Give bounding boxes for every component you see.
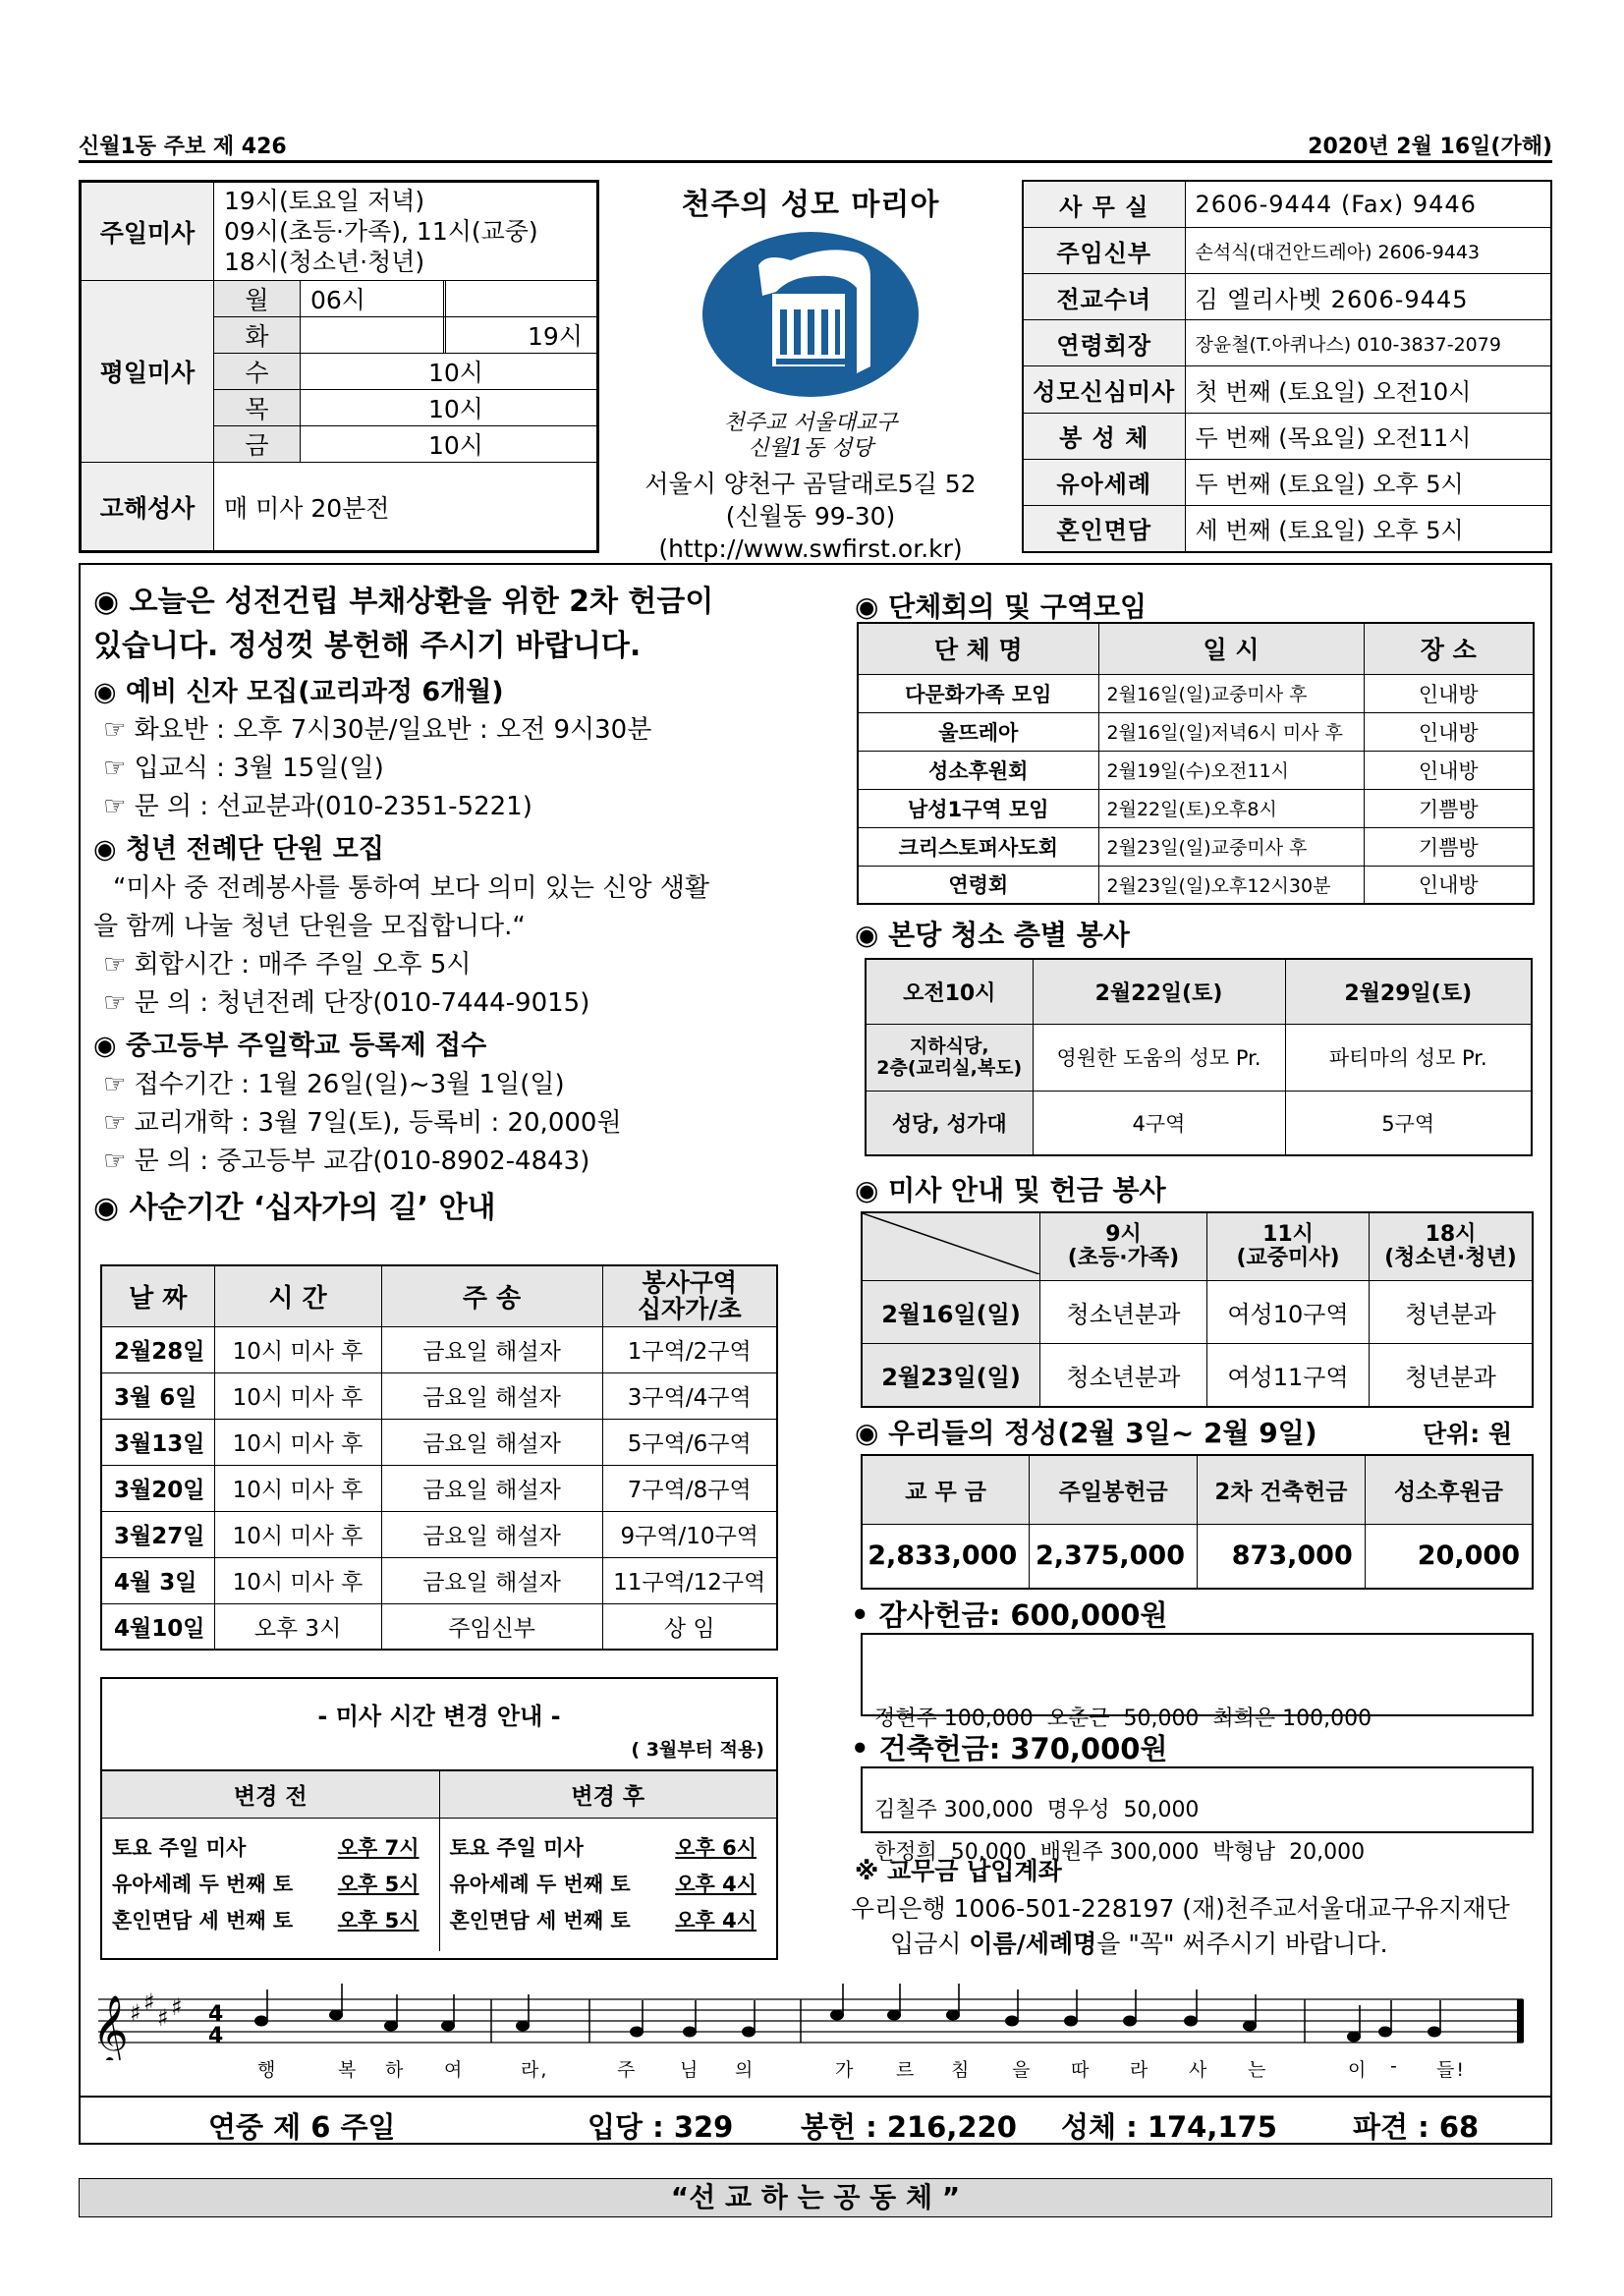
quote-line: “미사 중 전례봉사를 통하여 보다 의미 있는 신앙 생활 bbox=[113, 873, 710, 903]
table-row bbox=[101, 1603, 777, 1650]
bulletin-header bbox=[79, 126, 1552, 163]
lyric-syllable: 라, bbox=[521, 2059, 549, 2081]
detail-line: ☞ 문 의 : 청년전례 단장(010-7444-9015) bbox=[103, 988, 590, 1018]
office-row bbox=[1023, 413, 1551, 459]
table-cell: 금요일 해설자 bbox=[381, 1419, 602, 1465]
confession-label: 고해성사 bbox=[82, 463, 214, 551]
confession-value: 매 미사 20분전 bbox=[214, 463, 597, 551]
table-row bbox=[858, 789, 1534, 827]
detail-line: ☞ 회합시간 : 매주 주일 오후 5시 bbox=[103, 950, 472, 980]
detail-line: ☞ 문 의 : 선교분과(010-2351-5221) bbox=[103, 792, 532, 821]
note-head bbox=[887, 2010, 901, 2021]
table-cell: 남성1구역 모임 bbox=[858, 789, 1098, 827]
table-row bbox=[101, 1557, 777, 1603]
table-cell: 연령회 bbox=[858, 866, 1098, 904]
communion-hymn: 성체 : 174,175 bbox=[1061, 2110, 1277, 2144]
lyric-syllable: 이 bbox=[1348, 2059, 1369, 2081]
col-header bbox=[1207, 1212, 1370, 1281]
change-title: - 미사 시간 변경 안내 - bbox=[317, 1703, 561, 1730]
col-header-line: (초등·가족) bbox=[1067, 1246, 1180, 1270]
parish-motto: “선 교 하 는 공 동 체 ” bbox=[79, 2178, 1552, 2217]
table-cell: 2월16일(일)저녁6시 미사 후 bbox=[1098, 712, 1364, 751]
weekday-day: 화 bbox=[214, 317, 301, 354]
logo-caption-line: 천주교 서울대교구 bbox=[723, 411, 898, 435]
col-header bbox=[1040, 1212, 1207, 1281]
offer-header: 성소후원금 bbox=[1365, 1455, 1533, 1524]
sunday-school-title: ◉ 중고등부 주일학교 등록제 접수 bbox=[93, 1031, 487, 1061]
clean-header: 2월29일(토) bbox=[1285, 959, 1532, 1024]
table-cell: 2월28일 bbox=[101, 1326, 214, 1372]
change-before-header: 변경 전 bbox=[102, 1770, 439, 1818]
change-row bbox=[112, 1830, 429, 1867]
table-cell: 3월13일 bbox=[101, 1419, 214, 1465]
sunday-mass-label: 주일미사 bbox=[82, 183, 214, 281]
note-head bbox=[1064, 2016, 1078, 2027]
table-cell: 5구역/6구역 bbox=[602, 1419, 777, 1465]
table-cell: 4월 3일 bbox=[101, 1557, 214, 1603]
way-of-cross-title: ◉ 사순기간 ‘십자가의 길’ 안내 bbox=[93, 1191, 496, 1225]
serve-date: 2월16일(일) bbox=[862, 1281, 1040, 1344]
dismissal-hymn: 파견 : 68 bbox=[1353, 2110, 1480, 2144]
change-row bbox=[112, 1903, 429, 1939]
table-cell: 금요일 해설자 bbox=[381, 1326, 602, 1372]
serve-group: 여성11구역 bbox=[1207, 1344, 1370, 1407]
weekday-time: 10시 bbox=[301, 354, 597, 390]
col-header-line: 십자가/초 bbox=[637, 1295, 742, 1324]
office-value: 두 번째 (목요일) 오전11시 bbox=[1185, 413, 1551, 459]
note-head bbox=[1243, 2021, 1257, 2032]
office-key: 사 무 실 bbox=[1023, 181, 1185, 228]
change-note: ( 3월부터 적용) bbox=[631, 1739, 764, 1761]
account-title: ※ 교무금 납입계좌 bbox=[855, 1857, 1062, 1885]
change-before-list bbox=[102, 1818, 439, 1951]
way-of-cross-table bbox=[100, 1264, 778, 1651]
table-cell: 금요일 해설자 bbox=[381, 1511, 602, 1557]
mass-service-title: ◉ 미사 안내 및 헌금 봉사 bbox=[855, 1174, 1166, 1206]
offer-value: 873,000 bbox=[1198, 1524, 1366, 1589]
lyric-syllable: 들! bbox=[1436, 2059, 1466, 2081]
table-cell: 2월16일(일)교중미사 후 bbox=[1098, 674, 1364, 712]
hymn-lyrics bbox=[79, 2055, 1552, 2085]
parish-address bbox=[609, 468, 1012, 565]
sharp-icon: ♯ bbox=[157, 2004, 169, 2032]
address-line: 서울시 양천구 곰달래로5길 52 bbox=[644, 470, 977, 498]
serve-group: 청년분과 bbox=[1370, 1344, 1534, 1407]
note-head bbox=[1123, 2016, 1137, 2027]
note-head bbox=[1184, 2016, 1198, 2027]
final-bar bbox=[1517, 1999, 1524, 2043]
table-cell: 11구역/12구역 bbox=[602, 1557, 777, 1603]
table-cell: 9구역/10구역 bbox=[602, 1511, 777, 1557]
change-time: 오후 5시 bbox=[337, 1908, 420, 1932]
table-row bbox=[858, 674, 1534, 712]
bulletin-issue: 신월1동 주보 제 426 bbox=[79, 135, 287, 159]
offering-title: ◉ 우리들의 정성(2월 3일~ 2월 9일) bbox=[855, 1417, 1317, 1449]
office-value: 장윤철(T.아퀴나스) 010-3837-2079 bbox=[1185, 320, 1551, 366]
address-line: (신월동 99-30) bbox=[725, 502, 896, 531]
weekday-time: 10시 bbox=[301, 426, 597, 463]
logo-caption-line: 신월1동 성당 bbox=[748, 436, 873, 461]
note-head bbox=[630, 2027, 644, 2038]
table-cell: 1구역/2구역 bbox=[602, 1326, 777, 1372]
donor-line: 한정희 50,000 배원주 300,000 박형남 20,000 bbox=[874, 1840, 1366, 1865]
weekday-time: 10시 bbox=[301, 390, 597, 426]
table-cell: 3월 6일 bbox=[101, 1372, 214, 1419]
mass-schedule-table bbox=[81, 182, 597, 551]
change-time: 오후 5시 bbox=[337, 1872, 420, 1896]
table-cell: 상 임 bbox=[602, 1603, 777, 1650]
meeting-title: ◉ 단체회의 및 구역모임 bbox=[855, 590, 1148, 623]
col-header: 일 시 bbox=[1098, 623, 1364, 674]
weekday-day: 수 bbox=[214, 354, 301, 390]
sharp-icon: ♯ bbox=[130, 1999, 141, 2027]
offertory-hymn: 봉헌 : 216,220 bbox=[801, 2110, 1017, 2144]
serve-group: 청소년분과 bbox=[1040, 1344, 1207, 1407]
note-head bbox=[830, 2010, 844, 2021]
office-value: 두 번째 (토요일) 오후 5시 bbox=[1185, 459, 1551, 505]
col-header-line: 18시 bbox=[1425, 1222, 1477, 1247]
table-cell: 3월20일 bbox=[101, 1465, 214, 1511]
detail-line: ☞ 화요반 : 오후 7시30분/일요반 : 오전 9시30분 bbox=[103, 715, 652, 745]
office-row bbox=[1023, 320, 1551, 366]
change-after-list bbox=[439, 1818, 776, 1951]
serve-group: 청년분과 bbox=[1370, 1281, 1534, 1344]
col-header-line: (청소년·청년) bbox=[1384, 1246, 1517, 1270]
clean-area: 성당, 성가대 bbox=[866, 1091, 1033, 1155]
mass-stats bbox=[79, 2096, 1552, 2145]
catechumen-title: ◉ 예비 신자 모집(교리과정 6개월) bbox=[93, 677, 504, 707]
serve-group: 청소년분과 bbox=[1040, 1281, 1207, 1344]
change-row bbox=[450, 1867, 767, 1903]
change-time: 오후 7시 bbox=[337, 1835, 420, 1860]
change-item: 토요 주일 미사 bbox=[112, 1835, 247, 1860]
account-line: 우리은행 1006-501-228197 (재)천주교서울대교구유지재단 bbox=[851, 1894, 1510, 1923]
change-time: 오후 4시 bbox=[675, 1872, 756, 1896]
mass-schedule bbox=[79, 180, 599, 553]
parish-logo-icon bbox=[698, 231, 924, 413]
liturgical-sunday: 연중 제 6 주일 bbox=[208, 2110, 396, 2144]
clean-header: 2월22일(토) bbox=[1033, 959, 1285, 1024]
office-row bbox=[1023, 459, 1551, 505]
account-text: 을 "꼭" 써주시기 바랍니다. bbox=[1096, 1930, 1388, 1958]
table-cell: 7구역/8구역 bbox=[602, 1465, 777, 1511]
office-value: 세 번째 (토요일) 오후 5시 bbox=[1185, 505, 1551, 552]
lyric-syllable: 주 bbox=[617, 2059, 638, 2081]
table-cell: 10시 미사 후 bbox=[214, 1326, 381, 1372]
sunday-school-details bbox=[93, 1066, 801, 1181]
weekday-mass-label: 평일미사 bbox=[82, 281, 214, 463]
table-row bbox=[101, 1372, 777, 1419]
note-head bbox=[683, 2027, 697, 2038]
donor-line: 정현주 100,000 오춘근 50,000 최희은 100,000 bbox=[874, 1707, 1372, 1731]
note-head bbox=[384, 2021, 398, 2032]
offer-header: 2차 건축헌금 bbox=[1198, 1455, 1366, 1524]
lyric-syllable: 사 bbox=[1189, 2059, 1209, 2081]
office-row bbox=[1023, 228, 1551, 274]
mass-service-table bbox=[861, 1211, 1534, 1408]
table-cell: 2월19일(수)오전11시 bbox=[1098, 751, 1364, 789]
account-text-bold: 이름/세례명 bbox=[969, 1930, 1097, 1958]
table-cell: 주임신부 bbox=[381, 1603, 602, 1650]
website-link[interactable]: (http://www.swfirst.or.kr) bbox=[658, 534, 963, 563]
clean-group: 5구역 bbox=[1285, 1091, 1532, 1155]
building-offering-box bbox=[861, 1766, 1534, 1865]
weekday-time bbox=[445, 281, 596, 317]
lyric-syllable: 복 bbox=[338, 2059, 359, 2081]
note-head bbox=[742, 2027, 756, 2038]
table-cell: 금요일 해설자 bbox=[381, 1557, 602, 1603]
quote-line: 을 함께 나눌 청년 단원을 모집합니다.“ bbox=[93, 912, 526, 941]
note-head bbox=[254, 2016, 268, 2027]
treble-clef-icon: 𝄞 bbox=[92, 1993, 129, 2060]
note-head bbox=[516, 2021, 530, 2032]
table-cell: 인내방 bbox=[1364, 866, 1534, 904]
office-key: 유아세례 bbox=[1023, 459, 1185, 505]
thanks-offering-title: • 감사헌금: 600,000원 bbox=[851, 1598, 1168, 1632]
sharp-icon: ♯ bbox=[171, 1993, 183, 2021]
change-row bbox=[450, 1830, 767, 1867]
lyric-syllable: 따 bbox=[1071, 2059, 1092, 2081]
table-cell: 금요일 해설자 bbox=[381, 1372, 602, 1419]
col-header-line: 9시 bbox=[1105, 1222, 1142, 1247]
col-header: 시 간 bbox=[214, 1265, 381, 1326]
lyric-syllable: - bbox=[1390, 2055, 1399, 2077]
lyric-syllable: 여 bbox=[444, 2059, 465, 2081]
clean-group: 4구역 bbox=[1033, 1091, 1285, 1155]
table-row bbox=[101, 1419, 777, 1465]
detail-line: ☞ 교리개학 : 3월 7일(토), 등록비 : 20,000원 bbox=[103, 1108, 622, 1138]
note-head bbox=[946, 2010, 960, 2021]
col-header: 주 송 bbox=[381, 1265, 602, 1326]
offering-table bbox=[861, 1454, 1534, 1590]
table-cell: 2월23일(일)오후12시30분 bbox=[1098, 866, 1364, 904]
weekday-day: 금 bbox=[214, 426, 301, 463]
lyric-syllable: 행 bbox=[257, 2059, 278, 2081]
detail-line: ☞ 입교식 : 3월 15일(일) bbox=[103, 754, 384, 783]
youth-liturgy-details bbox=[93, 869, 801, 1023]
table-cell: 10시 미사 후 bbox=[214, 1372, 381, 1419]
office-key: 봉 성 체 bbox=[1023, 413, 1185, 459]
table-cell: 3구역/4구역 bbox=[602, 1372, 777, 1419]
col-header-line: 11시 bbox=[1262, 1222, 1314, 1247]
col-header-line: 봉사구역 bbox=[642, 1268, 738, 1298]
weekday-time: 19시 bbox=[445, 317, 596, 354]
notice-line: 있습니다. 정성껏 봉헌해 주시기 바랍니다. bbox=[93, 629, 642, 663]
table-row bbox=[858, 866, 1534, 904]
weekday-day: 월 bbox=[214, 281, 301, 317]
table-cell: 인내방 bbox=[1364, 674, 1534, 712]
change-item: 유아세례 두 번째 토 bbox=[112, 1872, 294, 1896]
lyric-syllable: 하 bbox=[385, 2059, 406, 2081]
note-head bbox=[1005, 2016, 1019, 2027]
music-staff-icon bbox=[79, 1972, 1552, 2060]
table-cell: 크리스토퍼사도회 bbox=[858, 827, 1098, 866]
table-cell: 금요일 해설자 bbox=[381, 1465, 602, 1511]
table-cell: 인내방 bbox=[1364, 751, 1534, 789]
table-cell: 성소후원회 bbox=[858, 751, 1098, 789]
table-cell: 기쁨방 bbox=[1364, 789, 1534, 827]
lyric-syllable: 가 bbox=[835, 2059, 856, 2081]
office-key: 혼인면담 bbox=[1023, 505, 1185, 552]
office-value: 첫 번째 (토요일) 오전10시 bbox=[1185, 366, 1551, 413]
weekday-time bbox=[301, 317, 444, 354]
clean-area: 지하식당, 2층(교리실,복도) bbox=[866, 1024, 1033, 1091]
office-table bbox=[1022, 180, 1552, 553]
table-cell: 10시 미사 후 bbox=[214, 1465, 381, 1511]
change-item: 혼인면담 세 번째 토 bbox=[112, 1908, 294, 1932]
office-key: 연령회장 bbox=[1023, 320, 1185, 366]
parish-patron-title: 천주의 성모 마리아 bbox=[681, 188, 940, 222]
office-row bbox=[1023, 274, 1551, 320]
office-key: 전교수녀 bbox=[1023, 274, 1185, 320]
lyric-syllable: 라 bbox=[1130, 2059, 1150, 2081]
building-offering-title: • 건축헌금: 370,000원 bbox=[851, 1732, 1168, 1765]
lyric-syllable: 침 bbox=[951, 2059, 972, 2081]
account-text: 입금시 bbox=[890, 1930, 970, 1958]
table-row bbox=[858, 827, 1534, 866]
table-cell: 기쁨방 bbox=[1364, 827, 1534, 866]
change-time: 오후 6시 bbox=[675, 1835, 756, 1860]
table-cell: 울뜨레아 bbox=[858, 712, 1098, 751]
change-row bbox=[112, 1867, 429, 1903]
mass-time-change-box bbox=[100, 1677, 778, 1960]
cleaning-table bbox=[865, 958, 1533, 1156]
notice-2nd-collection bbox=[93, 580, 801, 668]
sunday-mass-times bbox=[214, 183, 597, 281]
offer-value: 2,375,000 bbox=[1030, 1524, 1198, 1589]
office-value: 2606-9444 (Fax) 9446 bbox=[1185, 181, 1551, 228]
table-cell: 2월22일(토)오후8시 bbox=[1098, 789, 1364, 827]
note-head bbox=[329, 2010, 343, 2021]
lyric-syllable: 님 bbox=[680, 2059, 700, 2081]
parish-logo-caption bbox=[609, 411, 1012, 462]
office-row bbox=[1023, 366, 1551, 413]
diagonal-line-icon bbox=[863, 1213, 1039, 1274]
lyric-syllable: 는 bbox=[1248, 2059, 1268, 2081]
office-row bbox=[1023, 181, 1551, 228]
table-row bbox=[101, 1511, 777, 1557]
table-cell: 다문화가족 모임 bbox=[858, 674, 1098, 712]
sunday-line: 09시(초등·가족), 11시(교중) bbox=[224, 217, 538, 246]
left-column bbox=[93, 580, 801, 1230]
table-row bbox=[858, 751, 1534, 789]
col-header bbox=[1370, 1212, 1534, 1281]
note-head bbox=[1347, 2032, 1361, 2043]
offer-value: 20,000 bbox=[1365, 1524, 1533, 1589]
table-cell: 4월10일 bbox=[101, 1603, 214, 1650]
serve-date: 2월23일(일) bbox=[862, 1344, 1040, 1407]
offer-value: 2,833,000 bbox=[862, 1524, 1030, 1589]
weekday-time: 06시 bbox=[301, 281, 444, 317]
account-info bbox=[851, 1891, 1510, 1962]
table-row bbox=[858, 712, 1534, 751]
meeting-table bbox=[857, 622, 1535, 905]
notice-line: ◉ 오늘은 성전건립 부채상환을 위한 2차 헌금이 bbox=[93, 585, 714, 619]
table-cell: 인내방 bbox=[1364, 712, 1534, 751]
offer-header: 교 무 금 bbox=[862, 1455, 1030, 1524]
cleaning-title: ◉ 본당 청소 층별 봉사 bbox=[855, 919, 1130, 951]
detail-line: ☞ 접수기간 : 1월 26일(일)~3월 1일(일) bbox=[103, 1070, 565, 1099]
note-head bbox=[1378, 2027, 1392, 2038]
sharp-icon: ♯ bbox=[143, 1988, 155, 2016]
lyric-syllable: 의 bbox=[735, 2059, 756, 2081]
col-header: 장 소 bbox=[1364, 623, 1534, 674]
note-head bbox=[441, 2021, 455, 2032]
serve-group: 여성10구역 bbox=[1207, 1281, 1370, 1344]
change-item: 토요 주일 미사 bbox=[449, 1835, 584, 1860]
clean-group: 영원한 도움의 성모 Pr. bbox=[1033, 1024, 1285, 1091]
change-table bbox=[102, 1769, 776, 1951]
office-contacts bbox=[1022, 180, 1552, 553]
youth-liturgy-title: ◉ 청년 전례단 단원 모집 bbox=[93, 834, 384, 865]
detail-line: ☞ 문 의 : 중고등부 교감(010-8902-4843) bbox=[103, 1147, 590, 1176]
time-sig-top: 4 bbox=[208, 2002, 224, 2027]
table-cell: 10시 미사 후 bbox=[214, 1419, 381, 1465]
clean-header: 오전10시 bbox=[866, 959, 1033, 1024]
office-row bbox=[1023, 505, 1551, 552]
note-head bbox=[1428, 2027, 1441, 2038]
offer-header: 주일봉헌금 bbox=[1030, 1455, 1198, 1524]
table-cell: 오후 3시 bbox=[214, 1603, 381, 1650]
offering-unit: 단위: 원 bbox=[1423, 1420, 1513, 1448]
diagonal-header-cell bbox=[862, 1212, 1040, 1281]
weekday-day: 목 bbox=[214, 390, 301, 426]
lyric-syllable: 을 bbox=[1012, 2059, 1033, 2081]
col-header-line: (교중미사) bbox=[1236, 1246, 1340, 1270]
change-time: 오후 4시 bbox=[675, 1908, 756, 1932]
parish-identity bbox=[609, 180, 1012, 563]
office-key: 성모신심미사 bbox=[1023, 366, 1185, 413]
change-item: 유아세례 두 번째 토 bbox=[449, 1872, 631, 1896]
change-after-header: 변경 후 bbox=[439, 1770, 776, 1818]
lyric-syllable: 르 bbox=[896, 2059, 917, 2081]
donor-line: 김칠주 300,000 명우성 50,000 bbox=[874, 1798, 1200, 1822]
bulletin-date: 2020년 2월 16일(가해) bbox=[1308, 135, 1552, 159]
time-sig-bottom: 4 bbox=[208, 2024, 224, 2048]
col-header: 단 체 명 bbox=[858, 623, 1098, 674]
table-cell: 10시 미사 후 bbox=[214, 1557, 381, 1603]
table-cell: 10시 미사 후 bbox=[214, 1511, 381, 1557]
hymn-staff bbox=[79, 1972, 1552, 2095]
table-cell: 3월27일 bbox=[101, 1511, 214, 1557]
entrance-hymn: 입당 : 329 bbox=[588, 2110, 734, 2144]
change-item: 혼인면담 세 번째 토 bbox=[449, 1908, 631, 1932]
catechumen-details bbox=[93, 711, 801, 826]
table-row bbox=[101, 1326, 777, 1372]
col-header: 날 짜 bbox=[101, 1265, 214, 1326]
sunday-line: 19시(토요일 저녁) bbox=[224, 187, 425, 215]
office-value: 김 엘리사벳 2606-9445 bbox=[1185, 274, 1551, 320]
table-cell: 2월23일(일)교중미사 후 bbox=[1098, 827, 1364, 866]
change-row bbox=[450, 1903, 767, 1939]
account-line bbox=[851, 1927, 1510, 1962]
clean-group: 파티마의 성모 Pr. bbox=[1285, 1024, 1532, 1091]
sunday-line: 18시(청소년·청년) bbox=[224, 248, 425, 276]
col-header bbox=[602, 1265, 777, 1326]
office-key: 주임신부 bbox=[1023, 228, 1185, 274]
table-row bbox=[101, 1465, 777, 1511]
office-value: 손석식(대건안드레아) 2606-9443 bbox=[1185, 228, 1551, 274]
